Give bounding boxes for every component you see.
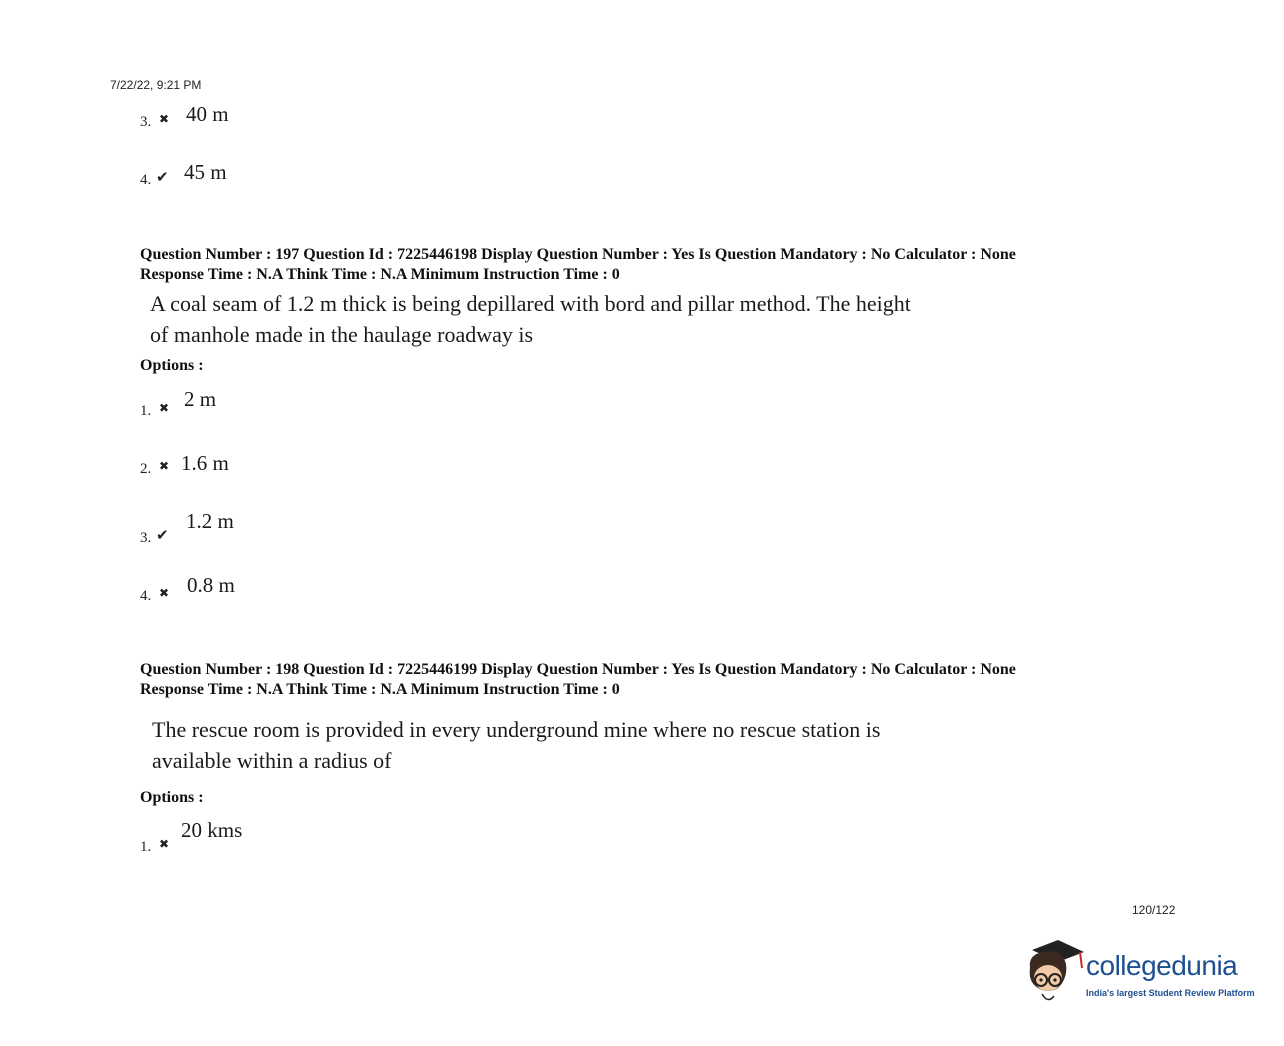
question-text	[152, 714, 880, 776]
question-text-line: of manhole made in the haulage roadway is	[150, 322, 534, 347]
option-number: 4.	[140, 172, 152, 188]
print-timestamp: 7/22/22, 9:21 PM	[110, 78, 202, 92]
check-icon: ✔	[156, 168, 169, 186]
option-number: 1.	[140, 839, 152, 855]
question-meta-line: Response Time : N.A Think Time : N.A Minimum Instruction Time : 0	[140, 265, 620, 283]
option-text: 20 kms	[181, 818, 243, 842]
cross-icon: ✖	[159, 112, 170, 126]
option-number: 3.	[140, 114, 152, 130]
question-text-line: available within a radius of	[152, 748, 392, 773]
options-label: Options :	[140, 357, 204, 374]
cross-icon: ✖	[159, 586, 170, 600]
collegedunia-logo-text: collegedunia	[1086, 950, 1238, 981]
option-text: 1.6 m	[181, 451, 229, 475]
option-number: 3.	[140, 530, 152, 546]
question-text-line: The rescue room is provided in every underground mine where no rescue station is	[152, 717, 881, 742]
option-text: 45 m	[184, 160, 227, 184]
option-number: 1.	[140, 403, 152, 419]
page-number: 120/122	[1132, 903, 1176, 917]
option-number: 2.	[140, 461, 152, 477]
option-text: 40 m	[186, 102, 229, 126]
check-icon: ✔	[156, 526, 169, 544]
question-meta-line: Question Number : 198 Question Id : 7225446199 Display Question Number : Yes Is Question Mandatory : No Calculator : None	[140, 661, 1016, 678]
option-text: 0.8 m	[187, 573, 235, 597]
option-text: 2 m	[184, 387, 217, 411]
option-text: 1.2 m	[186, 509, 234, 533]
cross-icon: ✖	[159, 837, 170, 851]
cross-icon: ✖	[159, 401, 170, 415]
question-meta	[140, 245, 1016, 284]
question-meta	[140, 660, 1016, 699]
collegedunia-tagline: India's largest Student Review Platform	[1086, 988, 1255, 998]
collegedunia-mascot-icon	[1022, 938, 1086, 1008]
question-meta-line: Question Number : 197 Question Id : 7225446198 Display Question Number : Yes Is Question Mandatory : No Calculator : None	[140, 246, 1016, 263]
option-number: 4.	[140, 588, 152, 604]
question-text-line: A coal seam of 1.2 m thick is being depillared with bord and pillar method. The height	[150, 291, 911, 316]
options-label: Options :	[140, 789, 204, 806]
question-meta-line: Response Time : N.A Think Time : N.A Minimum Instruction Time : 0	[140, 680, 620, 698]
cross-icon: ✖	[159, 459, 170, 473]
question-text	[150, 288, 911, 350]
